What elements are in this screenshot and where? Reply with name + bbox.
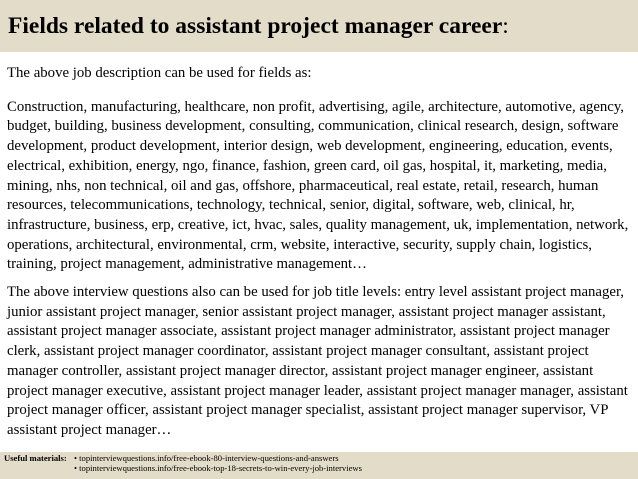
footer-link-2[interactable]: • topinterviewquestions.info/free-ebook-top-18-secrets-to-win-every-job-interviews — [74, 463, 362, 473]
fields-paragraph: Construction, manufacturing, healthcare, non profit, advertising, agile, architecture, automotive, agency, budget, building, business development, consulting, communication, clinical research, design, software development, product development, interior design, web development, engineering, education, events, electrical, exhibition, energy, ngo, finance, fashion, green card, oil gas, hospital, it, marketing, media, mining, nhs, non technical, oil and gas, offshore, pharmaceutical, real estate, retail, research, human resources, telecommunications, technology, technical, senior, digital, software, web, clinical, hr, infrastructure, business, erp, creative, ict, hvac, sales, quality management, uk, implementation, network, operations, architectural, environmental, crm, website, interactive, security, supply chain, logistics, training, project management, administrative management… — [7, 98, 629, 273]
intro-text: The above job description can be used for fields as: — [7, 65, 312, 81]
title-bar — [0, 0, 638, 52]
footer-link-1[interactable]: • topinterviewquestions.info/free-ebook-80-interview-questions-and-answers — [74, 453, 339, 463]
footer-label: Useful materials: — [4, 453, 67, 463]
title-colon: : — [502, 13, 509, 39]
job-levels-paragraph: The above interview questions also can be used for job title levels: entry level assistant project manager, junior assistant project manager, senior assistant project manager, assistant project manager assistant, assistant project manager associate, assistant project manager administrator, assistant project manager clerk, assistant project manager coordinator, assistant project manager consultant, assistant project manager controller, assistant project manager director, assistant project manager engineer, assistant project manager executive, assistant project manager leader, assistant project manager manager, assistant project manager officer, assistant project manager specialist, assistant project manager supervisor, VP assistant project manager… — [7, 284, 628, 438]
page-title-text: Fields related to assistant project manager career — [8, 13, 503, 39]
footer-row-1 — [4, 453, 638, 463]
page-title — [8, 13, 638, 39]
footer-row-2 — [4, 463, 638, 473]
footer — [0, 452, 638, 479]
main-content — [7, 64, 635, 441]
